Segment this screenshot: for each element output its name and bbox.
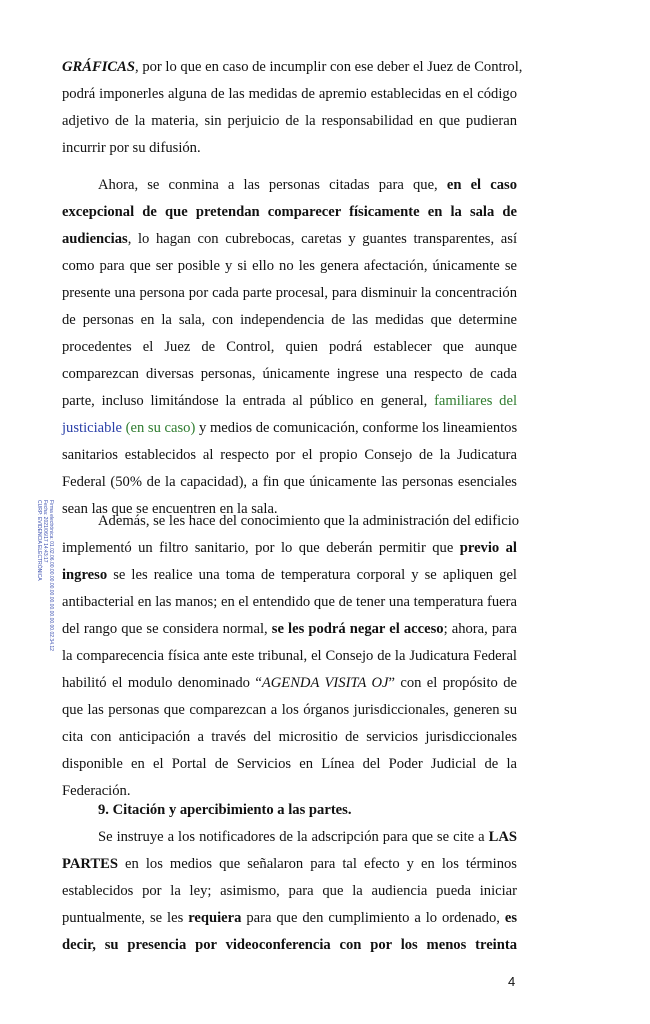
paragraph-1: GRÁFICAS, por lo que en caso de incumplir con ese deber el Juez de Control, podrá imponerles alguna de las medidas de apremio establecidas en el código adjetivo de la materia, sin perjuicio de la responsabilidad en que pudieran incurrir por su difusión.: [62, 59, 523, 156]
highlight-justiciable: justiciable: [62, 420, 122, 436]
agenda-visita-oj: AGENDA VISITA OJ: [261, 675, 389, 691]
section-heading: 9. Citación y apercibimiento a las partes.: [98, 802, 352, 818]
highlight-familiares: familiares del: [434, 393, 517, 409]
electronic-signature-stamp: Firma electrónica: 01.02.06.00.00.00.00.00.00.00.00.00.00.02.34.12 Fecha: 2021/06/17 14:43:17 CURP: EVIDENCIA ELECTRÓNICA: [36, 500, 54, 651]
emphasis-graficas: GRÁFICAS: [62, 59, 136, 75]
paragraph-2: Ahora, se conmina a las personas citadas para que, en el caso excepcional de que pretendan comparecer físicamente en la sala de audiencias, lo hagan con cubrebocas, caretas y guantes transparentes, así como para que ser posible y si ello no les genera afectación, únicamente se presente una persona por cada parte procesal, para disminuir la concentración de personas en la sala, con independencia de las medidas que determine procedentes el Juez de Control, quien podrá establecer que aunque comparezcan diversas personas, únicamente ingrese una respecto de cada parte, incluso limitándose la entrada al público en general, familiares del justiciable (en su caso) y medios de comunicación, conforme los lineamientos sanitarios establecidos al respecto por el propio Consejo de la Judicatura Federal (50% de la capacidad), a fin que únicamente las personas esenciales sean las que se encuentren en la sala.: [62, 177, 518, 517]
paragraph-4: Se instruye a los notificadores de la adscripción para que se cite a LAS PARTES en los medios que señalaron para tal efecto y en los términos establecidos por la ley; asimismo, para que la audiencia pueda iniciar puntualmente, se les requiera para que den cumplimiento a lo ordenado, es decir, su presencia por videoconferencia con por los menos treinta: [62, 829, 518, 953]
paragraph-3: Además, se les hace del conocimiento que la administración del edificio implementó un filtro sanitario, por lo que deberán permitir que previo al ingreso se les realice una toma de temperatura corporal y se apliquen gel antibacterial en las manos; en el entendido que de tener una temperatura fuera del rango que se considera normal, se les podrá negar el acceso; ahora, para la comparecencia física ante este tribunal, el Consejo de la Judicatura Federal habilitó el modulo denominado “AGENDA VISITA OJ” con el propósito de que las personas que comparezcan a los órganos jurisdiccionales, generen su cita con anticipación a través del micrositio de servicios jurisdiccionales disponible en el Portal de Servicios en Línea del Poder Judicial de la Federación.: [62, 513, 520, 799]
page-number: 4: [508, 974, 516, 989]
